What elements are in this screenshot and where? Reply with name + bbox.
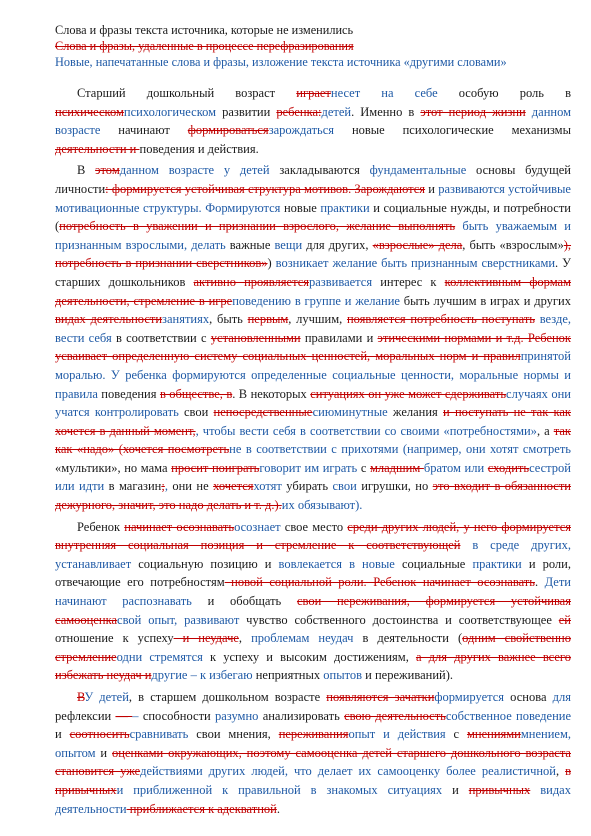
deleted-text: в привычных xyxy=(55,764,571,797)
unchanged-text: новые xyxy=(280,200,321,215)
deleted-text: В xyxy=(77,690,85,704)
deleted-text: новой социальной роли. Ребенок начинает осознавать xyxy=(224,575,535,590)
unchanged-text: , xyxy=(555,764,566,779)
inserted-text: не в соответствии с прихотями (например, они хотят смотреть xyxy=(229,442,571,457)
deleted-text: в обществе, в xyxy=(159,386,233,401)
inserted-text: одни стремятся xyxy=(116,649,203,664)
deleted-text: оценками окружающих, поэтому самооценка детей старшего дошкольного возраста становится уже xyxy=(55,745,571,779)
inserted-text: видах деятельности xyxy=(55,782,571,816)
deleted-text: ситуациях он уже может сдерживать xyxy=(310,386,507,401)
unchanged-text: поведения и действия. xyxy=(139,141,259,156)
unchanged-text: . У старших дошкольников xyxy=(55,256,571,289)
unchanged-text: отношение к успеху xyxy=(55,631,174,646)
inserted-text: проблемам неудач xyxy=(251,631,354,646)
deleted-text: это входит в обязанности дежурного, значит, это надо делать и т. д.). xyxy=(55,479,571,513)
unchanged-text: , быть «взрослым» xyxy=(462,237,564,252)
inserted-text: разумно xyxy=(215,708,259,723)
unchanged-text: , быть xyxy=(209,312,248,327)
inserted-text: опыт и действия xyxy=(348,727,446,742)
deleted-text: хочется xyxy=(213,479,254,494)
paragraph xyxy=(55,84,571,158)
inserted-text: принятой моралью. У ребенка формируются определенные социальные ценности, моральные нормы и правила xyxy=(55,349,571,401)
inserted-text: детей xyxy=(321,104,352,119)
inserted-text: вовлекается в новые xyxy=(278,556,395,571)
unchanged-text: правилами и xyxy=(300,330,378,345)
inserted-text: зарождаться xyxy=(268,123,335,138)
inserted-text: формируется xyxy=(434,690,505,704)
deleted-text: а для других важнее всего избежать неудач и xyxy=(55,649,572,683)
unchanged-text: , лучшим, xyxy=(288,312,347,327)
inserted-text: , xyxy=(164,479,168,494)
document-body xyxy=(55,84,571,818)
unchanged-text: и роли, отвечающие его потребностям xyxy=(55,556,571,590)
inserted-text: другие – к избегаю xyxy=(151,668,253,683)
deleted-text: мнениями xyxy=(466,727,521,742)
deleted-text: потребность в уважении и признании взрослого, желание выполнять xyxy=(59,219,456,234)
deleted-text: этот период жизни xyxy=(420,104,526,119)
deleted-text: младшим xyxy=(369,460,424,475)
deleted-text: непосредственные xyxy=(213,405,313,420)
deleted-text: — xyxy=(115,708,133,723)
unchanged-text: и обобщать xyxy=(191,594,297,609)
unchanged-text: в деятельности ( xyxy=(353,631,463,646)
deleted-text: этическими нормами и т.д. Ребенок усваивает определенную систему социальных ценностей, моральных норм и правил xyxy=(55,330,572,364)
deleted-text: так как «надо» (хочется посмотреть xyxy=(55,423,571,457)
inserted-text: практики xyxy=(472,556,522,571)
inserted-text: действиями других людей, что делает их самооценку более реалистичной xyxy=(140,764,556,779)
unchanged-text: социальные xyxy=(394,556,473,571)
unchanged-text: с xyxy=(357,460,370,475)
deleted-text: активно проявляется xyxy=(193,274,309,289)
unchanged-text: и xyxy=(55,727,70,742)
inserted-text: случаях они учатся контролировать xyxy=(55,386,571,420)
unchanged-text: чувство собственного достоинства и соответствующее xyxy=(239,612,559,627)
deleted-text: установленными xyxy=(210,330,301,345)
deleted-text: ребенка: xyxy=(276,104,322,119)
unchanged-text: желания xyxy=(387,405,444,420)
inserted-text: поведению в группе и желание xyxy=(232,293,400,308)
unchanged-text: новые психологические механизмы xyxy=(334,123,571,138)
paragraph xyxy=(55,688,571,818)
unchanged-text: с xyxy=(445,727,467,742)
unchanged-text: они не xyxy=(167,479,214,494)
unchanged-text: анализировать xyxy=(258,708,345,723)
legend-deleted: Слова и фразы, удаленные в процессе перефразирования xyxy=(55,39,354,53)
unchanged-text: интерес к xyxy=(372,274,445,289)
unchanged-text: . xyxy=(534,575,539,590)
inserted-text: в среде других, устанавливает xyxy=(55,538,571,571)
inserted-text: развиваются устойчивые мотивационные структуры. Формируются xyxy=(55,181,571,215)
unchanged-text: к успеху и высоким достижениям, xyxy=(202,649,416,664)
unchanged-text: . В некоторых xyxy=(232,386,311,401)
unchanged-text: , в старшем дошкольном возрасте xyxy=(128,690,327,704)
unchanged-text: поведения xyxy=(97,386,160,401)
unchanged-text: свои xyxy=(178,405,214,420)
deleted-text: «взрослые» дела xyxy=(372,237,463,252)
inserted-text: сестрой или идти xyxy=(55,460,571,494)
inserted-text: быть уважаемым и признанным взрослыми, делать xyxy=(55,219,572,252)
inserted-text: развивается xyxy=(309,274,373,289)
unchanged-text: способности xyxy=(142,708,215,723)
unchanged-text: , а xyxy=(536,423,554,438)
unchanged-text: в магазин xyxy=(104,479,162,494)
inserted-text: занятиях xyxy=(162,312,210,327)
inserted-text: опытов xyxy=(323,668,363,683)
unchanged-text: и xyxy=(95,745,112,760)
inserted-text: , чтобы вести себя в соответствии со своими «потребностями» xyxy=(195,423,537,438)
unchanged-text: и xyxy=(425,181,439,196)
unchanged-text: развитии xyxy=(216,104,277,119)
deleted-text: коллективным формам деятельности, стремление в игре xyxy=(55,274,572,308)
inserted-text: фундаментальные xyxy=(369,163,467,178)
deleted-text: ; xyxy=(161,479,165,494)
inserted-text: практики xyxy=(320,200,370,215)
unchanged-text: свои мнения, xyxy=(188,727,279,742)
deleted-text: психическом xyxy=(55,104,124,119)
deleted-text: этом xyxy=(95,163,120,178)
paragraph xyxy=(55,161,571,514)
inserted-text: сиюминутные xyxy=(312,405,388,420)
deleted-text: ей xyxy=(558,612,571,627)
deleted-text: появляется потребность поступать xyxy=(346,312,535,327)
unchanged-text: важные xyxy=(225,237,275,252)
deleted-text: первым xyxy=(247,312,289,327)
inserted-text: свой опыт, развивают xyxy=(117,612,240,627)
deleted-text: соотносить xyxy=(69,727,130,742)
inserted-text: У детей xyxy=(84,690,129,704)
unchanged-text: неприятных xyxy=(252,668,324,683)
inserted-text: везде, вести себя xyxy=(55,312,571,345)
deleted-text: : формируется устойчивая структура мотивов. Зарождаются xyxy=(105,181,426,196)
unchanged-text: убирать xyxy=(281,479,333,494)
deleted-text: привычных xyxy=(468,782,531,797)
inserted-text: их обязывают). xyxy=(281,498,363,513)
inserted-text: возникает желание быть признанным сверстниками xyxy=(275,256,556,271)
deleted-text: свою деятельность xyxy=(344,708,446,723)
unchanged-text: . xyxy=(276,801,280,816)
inserted-text: братом или xyxy=(423,460,488,475)
deleted-text: ), потребность в признании сверстников» xyxy=(55,237,572,271)
inserted-text: осознает xyxy=(234,519,281,534)
inserted-text: – xyxy=(132,708,143,723)
unchanged-text: свое место xyxy=(280,519,348,534)
deleted-text: деятельности и xyxy=(55,141,140,156)
deleted-text: переживания xyxy=(278,727,349,742)
unchanged-text: для других, xyxy=(302,237,373,252)
unchanged-text: ) xyxy=(267,256,276,271)
inserted-text: хотят xyxy=(253,479,282,494)
unchanged-text: основа xyxy=(504,690,553,704)
paragraph xyxy=(55,518,571,685)
unchanged-text: социальную позицию и xyxy=(131,556,279,571)
legend-unchanged: Слова и фразы текста источника, которые не изменились xyxy=(55,23,354,37)
unchanged-text: в соответствии с xyxy=(111,330,211,345)
deleted-text: среди других людей, у него формируется внутренняя социальная позиция и стремление к соответствующей xyxy=(55,519,571,553)
inserted-text: несет на себе xyxy=(330,86,438,100)
deleted-text: просит поиграть xyxy=(171,460,260,475)
unchanged-text: быть лучшим в играх и других xyxy=(399,293,571,308)
deleted-text: появляются зачатки xyxy=(326,690,435,704)
inserted-text: сравнивать xyxy=(129,727,189,742)
unchanged-text: закладываются xyxy=(269,163,370,178)
deleted-text: сходить xyxy=(487,460,530,475)
unchanged-text: и переживаний). xyxy=(362,668,453,683)
inserted-text: психологическом xyxy=(123,104,217,119)
inserted-text: Дети начинают распознавать xyxy=(55,575,571,609)
unchanged-text: начинают xyxy=(100,123,188,138)
unchanged-text: и xyxy=(442,782,469,797)
unchanged-text: «мультики», но мама xyxy=(55,460,172,475)
unchanged-text: Старший дошкольный возраст xyxy=(77,86,297,100)
unchanged-text: игрушки, но xyxy=(356,479,433,494)
unchanged-text: особую роль в xyxy=(437,86,571,100)
inserted-text: для xyxy=(552,690,571,704)
inserted-text: данном возрасте у детей xyxy=(119,163,270,178)
inserted-text: и приближенной к правильной в знакомых ситуациях xyxy=(116,782,443,797)
deleted-text: и неудаче xyxy=(173,631,239,646)
deleted-text: приближается к адекватной xyxy=(126,801,277,816)
deleted-text: видах деятельности xyxy=(55,312,163,327)
legend-inserted: Новые, напечатанные слова и фразы, изложение текста источника «другими словами» xyxy=(55,55,507,69)
inserted-text: говорит им играть xyxy=(259,460,358,475)
deleted-text: формироваться xyxy=(187,123,269,138)
unchanged-text: Ребенок xyxy=(77,519,125,534)
inserted-text: вещи xyxy=(274,237,303,252)
inserted-text: собственное поведение xyxy=(445,708,572,723)
inserted-text: свои xyxy=(332,479,357,494)
unchanged-text: и социальные нужды, и потребности ( xyxy=(55,200,571,234)
deleted-text: играет xyxy=(296,86,331,100)
unchanged-text: В xyxy=(77,163,96,178)
deleted-text: одним свойственно стремление xyxy=(55,631,571,664)
unchanged-text: , xyxy=(238,631,252,646)
inserted-text: мнением, опытом xyxy=(55,727,571,760)
deleted-text: начинает осознавать xyxy=(124,519,235,534)
deleted-text: и поступать не так как хочется в данный момент, xyxy=(55,405,571,438)
inserted-text: данном возрасте xyxy=(55,104,572,138)
deleted-text: свои переживания, формируется устойчивая самооценка xyxy=(55,594,571,627)
unchanged-text: основы будущей личности xyxy=(55,163,572,196)
unchanged-text: . Именно в xyxy=(351,104,421,119)
unchanged-text: рефлексии xyxy=(55,708,116,723)
legend xyxy=(55,22,571,70)
